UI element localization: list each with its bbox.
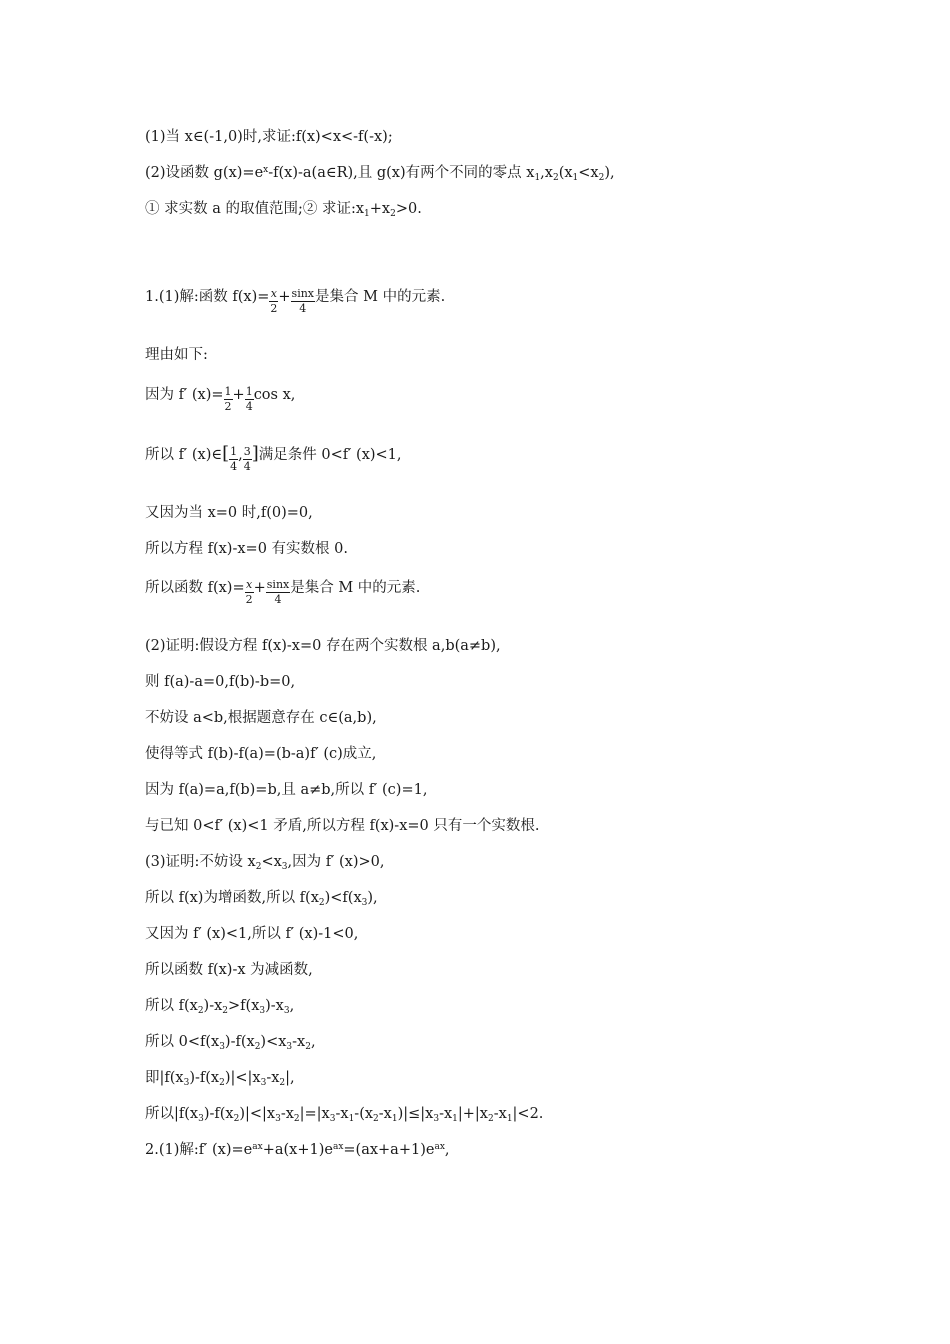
solution-1-line-6	[145, 539, 348, 559]
text: (1)当 x∈(-1,0)时,求证:f(x)<x<-f(-x);	[145, 129, 393, 145]
text: 因为 f′ (x)=	[145, 387, 224, 403]
text: -x	[493, 1106, 507, 1122]
subscript: 2	[552, 173, 559, 183]
text: )-f(x	[189, 1070, 220, 1086]
subscript: 3	[281, 862, 288, 872]
solution-1-line-7	[145, 578, 420, 606]
text: 与已知 0<f′ (x)<1 矛盾,所以方程 f(x)-x=0 只有一个实数根.	[145, 818, 540, 834]
text: <x	[578, 165, 599, 181]
text: 是集合 M 中的元素.	[290, 580, 421, 596]
text: (2)证明:假设方程 f(x)-x=0 存在两个实数根 a,b(a≠b),	[145, 638, 501, 654]
numerator: 1	[245, 385, 253, 398]
text: )|<|x	[224, 1070, 261, 1086]
text: +x	[369, 201, 391, 217]
subscript: 2	[318, 898, 325, 908]
numerator: sinx	[266, 578, 290, 591]
text: ,	[444, 1142, 450, 1158]
text: )-x	[203, 998, 223, 1014]
solution-1-line-16	[145, 924, 358, 944]
subscript: 1	[452, 1114, 458, 1124]
text: -(x	[354, 1106, 374, 1122]
denominator: 2	[224, 400, 232, 413]
text: 所以函数 f(x)-x 为减函数,	[145, 962, 313, 978]
fraction-1-over-4	[229, 445, 238, 473]
text: )-x	[265, 998, 284, 1014]
fraction-x-over-2	[245, 578, 254, 606]
text: ,因为 f′ (x)>0,	[287, 854, 385, 870]
text: |,	[285, 1070, 295, 1086]
text: )|≤|x	[397, 1106, 434, 1122]
text: (3)证明:不妨设 x	[145, 854, 256, 870]
text: ,x	[540, 165, 553, 181]
text: )-f(x	[224, 1034, 255, 1050]
text: |+|x	[457, 1106, 488, 1122]
subscript: 2	[222, 1006, 229, 1016]
subscript: 2	[305, 1042, 311, 1052]
text: 则 f(a)-a=0,f(b)-b=0,	[145, 674, 296, 690]
subscript: 2	[598, 173, 605, 183]
text: cos x,	[253, 387, 296, 403]
text: 所以 f′ (x)∈	[145, 447, 223, 463]
superscript: ax	[434, 1142, 445, 1152]
text: 理由如下:	[145, 347, 208, 363]
subscript: 2	[254, 1042, 261, 1052]
fraction-1-over-4	[245, 385, 254, 413]
left-bracket: [	[222, 443, 230, 464]
text: 即|f(x	[145, 1070, 184, 1086]
text: 所以 f(x	[145, 998, 198, 1014]
numerator: sinx	[291, 287, 314, 300]
solution-1-line-19	[145, 1032, 316, 1052]
text: <x	[261, 854, 282, 870]
subscript: 1	[506, 1114, 513, 1124]
text: -x	[266, 1070, 280, 1086]
subscript: 3	[260, 1078, 267, 1088]
denominator: 4	[266, 592, 290, 606]
text: (x	[558, 165, 573, 181]
text: ),	[604, 165, 615, 181]
problem-line-2	[145, 163, 615, 183]
text: 所以函数 f(x)=	[145, 580, 245, 596]
text: 又因为 f′ (x)<1,所以 f′ (x)-1<0,	[145, 926, 359, 942]
subscript: 2	[197, 1006, 204, 1016]
numerator: x	[246, 578, 253, 591]
text: ,	[310, 1034, 316, 1050]
text: 1.(1)解:函数 f(x)=	[145, 289, 270, 305]
solution-1-line-4	[145, 445, 402, 473]
denominator: 4	[243, 460, 251, 473]
subscript: 2	[390, 209, 396, 219]
solution-1-line-20	[145, 1068, 295, 1088]
superscript: ax	[332, 1142, 344, 1152]
text: 所以 f(x)为增函数,所以 f(x	[145, 890, 319, 906]
subscript: 2	[233, 1114, 240, 1124]
subscript: 1	[364, 209, 370, 219]
denominator: 4	[230, 460, 238, 473]
text: )-f(x	[203, 1106, 234, 1122]
numerator: 1	[224, 385, 232, 398]
denominator: 4	[245, 400, 253, 413]
problem-line-1	[145, 127, 393, 147]
text: +	[232, 387, 245, 403]
subscript: 3	[183, 1078, 190, 1088]
text: )<x	[260, 1034, 287, 1050]
text: ① 求实数 a 的取值范围;② 求证:x	[145, 201, 365, 217]
subscript: 1	[572, 173, 579, 183]
solution-1-line-15	[145, 888, 378, 908]
text: 又因为当 x=0 时,f(0)=0,	[145, 505, 313, 521]
subscript: 3	[283, 1006, 290, 1016]
text: 是集合 M 中的元素.	[315, 289, 446, 305]
subscript: 3	[329, 1114, 336, 1124]
denominator: 4	[291, 301, 315, 315]
subscript: 3	[219, 1042, 225, 1052]
text: 不妨设 a<b,根据题意存在 c∈(a,b),	[145, 710, 377, 726]
right-bracket: ]	[251, 443, 259, 464]
solution-1-line-8	[145, 636, 501, 656]
superscript: x	[263, 165, 269, 175]
text: 因为 f(a)=a,f(b)=b,且 a≠b,所以 f′ (c)=1,	[145, 782, 428, 798]
solution-1-line-9	[145, 672, 295, 692]
solution-1-line-13	[145, 816, 539, 836]
text: 满足条件 0<f′ (x)<1,	[258, 447, 402, 463]
solution-1-line-12	[145, 780, 427, 800]
solution-1-line-14	[145, 852, 384, 872]
subscript: 2	[293, 1114, 300, 1124]
fraction-sinx-over-4	[266, 578, 290, 606]
subscript: 2	[488, 1114, 494, 1124]
text: +	[253, 580, 266, 596]
text: 所以|f(x	[145, 1106, 199, 1122]
problem-line-3	[145, 199, 422, 219]
subscript: 2	[373, 1114, 379, 1124]
subscript: 2	[219, 1078, 225, 1088]
solution-1-line-10	[145, 708, 377, 728]
subscript: 2	[255, 862, 262, 872]
text: 所以 0<f(x	[145, 1034, 220, 1050]
text: -x	[292, 1034, 306, 1050]
text: -x	[439, 1106, 453, 1122]
numerator: 1	[230, 445, 238, 458]
numerator: x	[270, 287, 277, 300]
subscript: 1	[391, 1114, 398, 1124]
subscript: 3	[433, 1114, 440, 1124]
text: -x	[378, 1106, 392, 1122]
text: -x	[280, 1106, 294, 1122]
solution-1-line-11	[145, 744, 376, 764]
text: ,	[289, 998, 295, 1014]
fraction-3-over-4	[243, 445, 252, 473]
text: >f(x	[228, 998, 260, 1014]
text: )|<|x	[239, 1106, 276, 1122]
solution-1-line-18	[145, 996, 294, 1016]
text: |=|x	[299, 1106, 330, 1122]
text: (2)设函数 g(x)=e	[145, 165, 264, 181]
text: >0.	[395, 201, 422, 217]
subscript: 1	[534, 173, 541, 183]
text: -x	[335, 1106, 349, 1122]
fraction-x-over-2	[269, 287, 278, 315]
text: )<f(x	[324, 890, 362, 906]
subscript: 3	[361, 898, 368, 908]
solution-1-line-2	[145, 345, 208, 365]
superscript: ax	[252, 1142, 263, 1152]
text: ),	[367, 890, 378, 906]
solution-1-line-5	[145, 503, 313, 523]
solution-1-line-3	[145, 385, 295, 413]
text: 使得等式 f(b)-f(a)=(b-a)f′ (c)成立,	[145, 746, 377, 762]
text: +	[278, 289, 291, 305]
solution-1-line-17	[145, 960, 313, 980]
text: ,	[238, 447, 243, 463]
fraction-sinx-over-4	[291, 287, 315, 315]
subscript: 3	[198, 1114, 204, 1124]
subscript: 3	[275, 1114, 281, 1124]
text: |<2.	[512, 1106, 544, 1122]
denominator: 2	[245, 593, 253, 606]
subscript: 3	[286, 1042, 293, 1052]
denominator: 2	[270, 302, 278, 315]
subscript: 3	[259, 1006, 266, 1016]
solution-2-line-1	[145, 1140, 450, 1160]
solution-1-line-1	[145, 287, 445, 315]
text: 所以方程 f(x)-x=0 有实数根 0.	[145, 541, 348, 557]
text: =(ax+a+1)e	[343, 1142, 435, 1158]
subscript: 1	[348, 1114, 355, 1124]
text: 2.(1)解:f′ (x)=e	[145, 1142, 253, 1158]
numerator: 3	[243, 445, 251, 458]
text: +a(x+1)e	[262, 1142, 333, 1158]
subscript: 2	[279, 1078, 286, 1088]
fraction-1-over-2	[224, 385, 233, 413]
text: -f(x)-a(a∈R),且 g(x)有两个不同的零点 x	[268, 165, 535, 181]
solution-1-line-21	[145, 1104, 543, 1124]
